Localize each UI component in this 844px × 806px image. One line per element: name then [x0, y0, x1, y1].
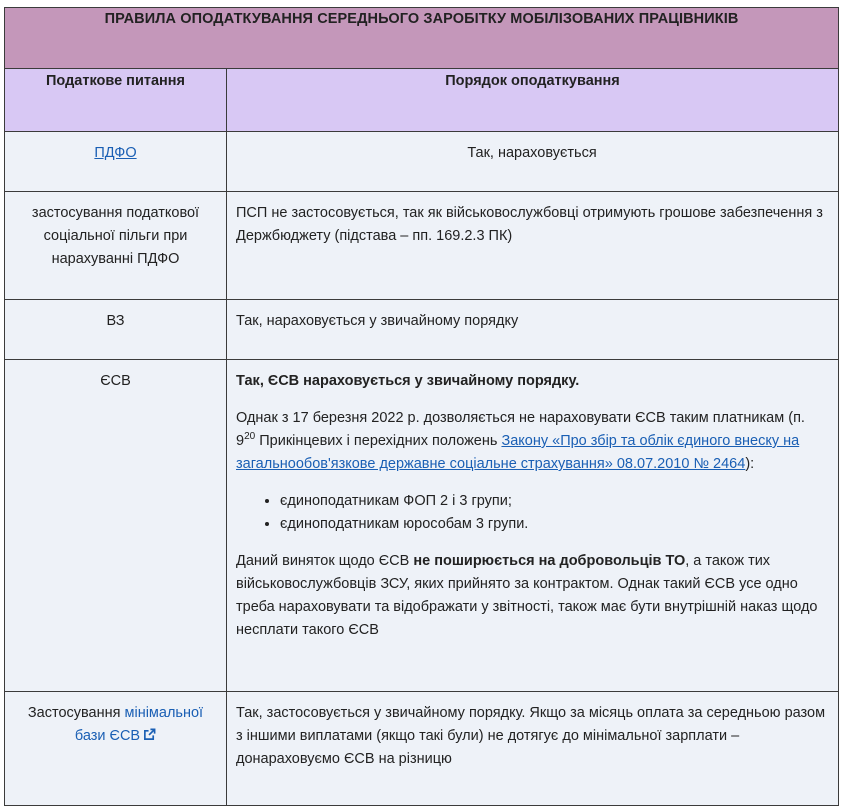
esv-p2-mid: Прикінцевих і перехідних положень — [255, 433, 502, 449]
header-taxation-order: Порядок оподаткування — [227, 69, 839, 132]
esv-exclusion-paragraph — [236, 550, 828, 642]
table-row — [5, 132, 839, 192]
pdfo-link[interactable]: ПДФО — [94, 145, 137, 161]
table-row — [5, 360, 839, 692]
esv-p3-end: , а також тих військовослужбовців ЗСУ, яких прийнято за контрактом. Однак такий ЄСВ усе одно треба нараховувати та відображати у звітності, також має бути внутрішній наказ щодо несплати такого ЄСВ — [236, 553, 818, 638]
table-title: ПРАВИЛА ОПОДАТКУВАННЯ СЕРЕДНЬОГО ЗАРОБІТКУ МОБІЛІЗОВАНИХ ПРАЦІВНИКІВ — [5, 8, 839, 69]
esv-bold-statement: Так, ЄСВ нараховується у звичайному порядку. — [236, 373, 580, 389]
table-header-row — [5, 69, 839, 132]
esv-p3-start: Даний виняток щодо ЄСВ — [236, 553, 414, 569]
min-base-esv-link-text: мінімальної бази ЄСВ — [74, 705, 204, 744]
cell-order — [227, 360, 839, 692]
cell-issue: ЄСВ — [5, 360, 227, 692]
cell-order: ПСП не застосовується, так як військовослужбовці отримують грошове забезпечення з Держбюджету (підстава – пп. 169.2.3 ПК) — [227, 192, 839, 300]
table-row — [5, 692, 839, 806]
cell-issue: ВЗ — [5, 300, 227, 360]
cell-issue — [5, 692, 227, 806]
cell-order: Так, застосовується у звичайному порядку. Якщо за місяць оплата за середньою разом з іншими виплатами (якщо такі були) не дотягує до мінімальної зарплати – донараховуємо ЄСВ на різницю — [227, 692, 839, 806]
cell-issue — [5, 132, 227, 192]
esv-exception-list — [236, 490, 828, 536]
external-link-icon — [143, 728, 156, 741]
min-issue-start: Застосування — [27, 705, 125, 721]
header-tax-issue: Податкове питання — [5, 69, 227, 132]
cell-issue: застосування податкової соціальної пільги при нарахуванні ПДФО — [5, 192, 227, 300]
cell-order: Так, нараховується — [227, 132, 839, 192]
esv-exception-paragraph — [236, 407, 828, 476]
table-row — [5, 300, 839, 360]
cell-order: Так, нараховується у звичайному порядку — [227, 300, 839, 360]
list-item: • єдиноподатникам юрособам 3 групи. — [280, 513, 828, 536]
taxation-table — [4, 7, 839, 806]
list-item: • єдиноподатникам ФОП 2 і 3 групи; — [280, 490, 828, 513]
law-2464-link[interactable]: Закону «Про збір та облік єдиного внеску на загальнообов'язкове державне соціальне страхування» 08.07.2010 № 2464 — [236, 433, 800, 472]
table-title-row — [5, 8, 839, 69]
esv-p2-sup: 20 — [244, 431, 256, 443]
esv-p2-start: Однак з 17 березня 2022 р. дозволяється не нараховувати ЄСВ таким платникам (п. 9 — [236, 410, 805, 449]
esv-p2-end: ): — [745, 456, 755, 472]
esv-p3-bold: не поширюється на добровольців ТО — [413, 553, 686, 569]
table-row — [5, 192, 839, 300]
